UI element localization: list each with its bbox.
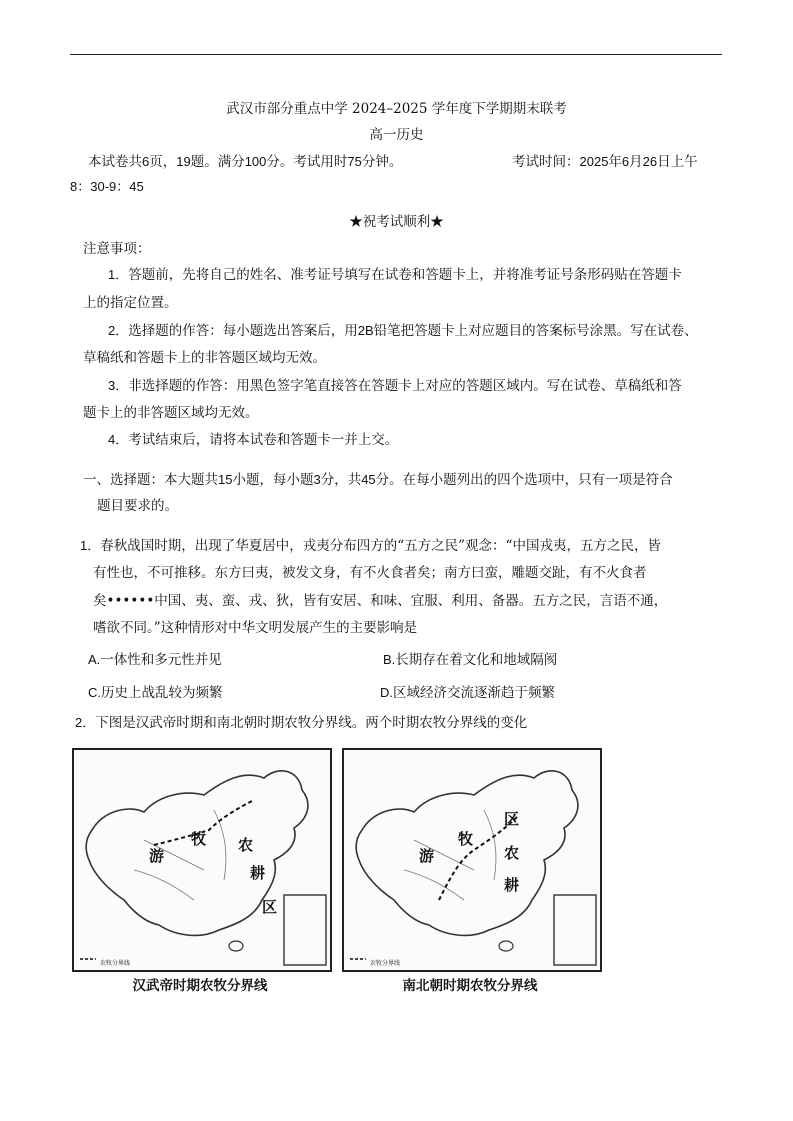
- map-label: 耕: [504, 876, 520, 894]
- map-label: 牧: [458, 830, 474, 848]
- map-label: 区: [504, 810, 520, 828]
- q1-option-a[interactable]: A.一体性和多元性并见: [88, 652, 222, 668]
- map-legend: 农牧分界线: [370, 960, 401, 967]
- map-han-wudi: [72, 748, 332, 972]
- notice-item-2: 2．选择题的作答：每小题选出答案后，用2B铅笔把答题卡上对应题目的答案标号涂黑。写在试卷、: [108, 323, 698, 339]
- section1-heading: 一、选择题：本大题共15小题，每小题3分，共45分。在每小题列出的四个选项中，只有一项是符合: [83, 472, 673, 488]
- q1-line4: 嗜欲不同。”这种情形对中华文明发展产生的主要影响是: [93, 620, 418, 636]
- q2-stem: 2．下图是汉武帝时期和南北朝时期农牧分界线。两个时期农牧分界线的变化: [75, 715, 528, 731]
- map-legend: 农牧分界线: [100, 960, 131, 967]
- map-label: 游: [419, 847, 435, 865]
- q1-line1: 1．春秋战国时期，出现了华夏居中，戎夷分布四方的“五方之民”观念：“中国戎夷，五方之民，皆: [80, 538, 661, 554]
- notice-item-3: 3．非选择题的作答：用黑色签字笔直接答在答题卡上对应的答题区域内。写在试卷、草稿纸和答: [108, 378, 682, 394]
- q1-line2: 有性也，不可推移。东方曰夷，被发文身，有不火食者矣；南方曰蛮，雕题交趾，有不火食者: [93, 565, 647, 581]
- map-caption: 汉武帝时期农牧分界线: [132, 978, 268, 994]
- map-label: 游: [149, 847, 165, 865]
- q1-option-b[interactable]: B.长期存在着文化和地域隔阂: [383, 652, 558, 668]
- subject-title: 高一历史: [369, 127, 424, 143]
- notice-item-3-cont: 题卡上的非答题区域均无效。: [83, 405, 259, 421]
- map-caption: 南北朝时期农牧分界线: [402, 978, 538, 994]
- exam-title: 武汉市部分重点中学 2024–2025 学年度下学期期末联考: [226, 101, 567, 117]
- exam-time: 考试时间：2025年6月26日上午: [512, 154, 698, 170]
- q2-maps: [72, 748, 592, 1008]
- map-label: 牧: [191, 830, 207, 848]
- map-label: 耕: [250, 864, 266, 882]
- notice-item-4: 4．考试结束后，请将本试卷和答题卡一并上交。: [108, 432, 399, 448]
- q1-option-c[interactable]: C.历史上战乱较为频繁: [88, 685, 223, 701]
- map-northern-southern: [342, 748, 602, 972]
- notice-item-1: 1．答题前，先将自己的姓名、准考证号填写在试卷和答题卡上，并将准考证号条形码贴在答题卡: [108, 267, 682, 283]
- exam-info-line1: 本试卷共6页，19题。满分100分。考试用时75分钟。: [88, 154, 403, 170]
- section1-heading-cont: 题目要求的。: [97, 498, 178, 514]
- notice-item-2-cont: 草稿纸和答题卡上的非答题区域均无效。: [83, 350, 326, 366]
- map-label: 区: [262, 898, 278, 916]
- china-outline-map: [344, 750, 600, 970]
- exam-time-range: 8：30-9：45: [70, 179, 144, 194]
- map-label: 农: [238, 836, 254, 854]
- top-rule: [70, 54, 722, 55]
- notice-heading: 注意事项：: [83, 241, 151, 257]
- map-label: 农: [504, 844, 520, 862]
- q1-option-d[interactable]: D.区域经济交流逐渐趋于频繁: [380, 685, 555, 701]
- china-outline-map: [74, 750, 330, 970]
- notice-item-1-cont: 上的指定位置。: [83, 295, 178, 311]
- blessing: ★祝考试顺利★: [349, 214, 444, 230]
- q1-line3: 矣••••••中国、夷、蛮、戎、狄，皆有安居、和味、宜服、利用、备器。五方之民，言语不通，: [93, 593, 668, 609]
